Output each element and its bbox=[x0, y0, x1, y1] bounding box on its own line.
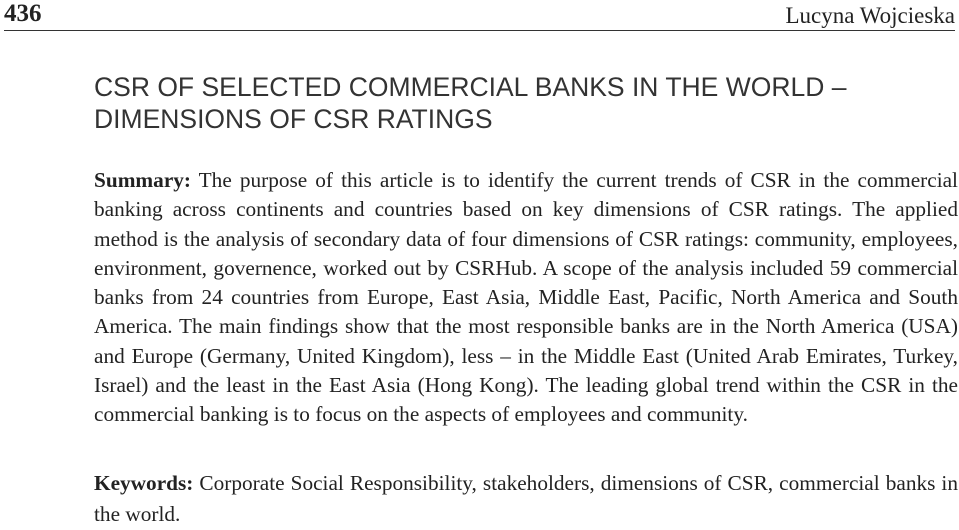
article-title-line-2: DIMENSIONS OF CSR RATINGS bbox=[94, 104, 493, 134]
keywords-label: Keywords: bbox=[94, 471, 194, 495]
keywords-paragraph bbox=[94, 468, 958, 530]
running-head-author: Lucyna Wojcieska bbox=[785, 3, 955, 28]
keywords-text: Corporate Social Responsibility, stakeholders, dimensions of CSR, commercial banks in the world. bbox=[94, 471, 958, 526]
page-number: 436 bbox=[4, 0, 42, 27]
summary-label: Summary: bbox=[94, 168, 192, 192]
article-title bbox=[94, 71, 954, 135]
summary-text: The purpose of this article is to identify the current trends of CSR in the commercial banking across continents and countries based on key dimensions of CSR ratings. The applied method is the analysis of secondary data of four dimensions of CSR ratings: community, employees, environment, governence, worked out by CSRHub. A scope of the analysis included 59 commercial banks from 24 countries from Europe, East Asia, Middle East, Pacific, North America and South America. The main findings show that the most responsible banks are in the North America (USA) and Europe (Germany, United Kingdom), less – in the Middle East (United Arab Emirates, Turkey, Israel) and the least in the East Asia (Hong Kong). The leading global trend within the CSR in the commercial banking is to focus on the aspects of employees and community. bbox=[94, 168, 958, 427]
summary-paragraph bbox=[94, 166, 958, 430]
running-header bbox=[4, 0, 955, 31]
article-title-line-1: CSR OF SELECTED COMMERCIAL BANKS IN THE WORLD – bbox=[94, 72, 847, 102]
